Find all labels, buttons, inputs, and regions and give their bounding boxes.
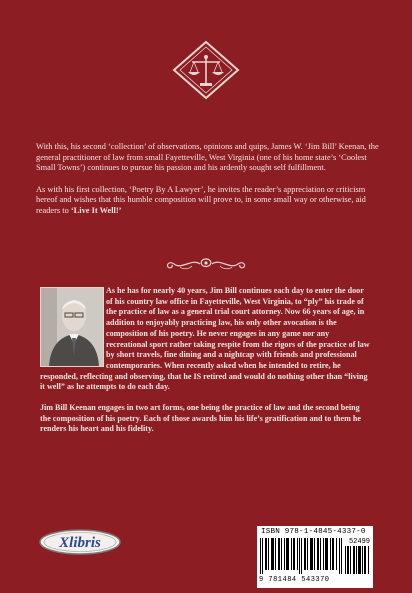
logo-text: Xlibris bbox=[59, 535, 101, 551]
barcode-bars bbox=[260, 538, 342, 574]
ean-number: 9 781484 543370 bbox=[259, 576, 330, 584]
xlibris-logo bbox=[38, 528, 122, 556]
intro-paragraph-1: With this, his second ‘collection’ of observations, opinions and quips, James W. ‘Jim Bill’ Keenan, the general practitioner of law from small Fayetteville, West Virginia (one of his home state’s ‘Coolest Small Towns’) continues to pursue his passion and his ardently sought self fulfillment. bbox=[36, 142, 379, 173]
scales-of-justice-diamond-icon bbox=[172, 40, 240, 100]
isbn-number: ISBN 978-1-4845-4337-0 bbox=[261, 528, 366, 536]
isbn-barcode bbox=[257, 526, 373, 588]
price-barcode-bars bbox=[345, 546, 370, 574]
bio-paragraph-1: As he has for nearly 40 years, Jim Bill continues each day to enter the door of his country law office in Fayetteville, West Virginia, to “ply” his trade of the practice of law as a general trial court attorney. Now 66 years of age, in addition to enjoyably practicing law, his only other avocation is the composition of his poetry. He never engages in any game nor any recreational sport rather taking respite from the rigors of the practice of law by short travels, fine dining and a nightcap with friends and professional contemporaries. When recently asked when he intended to retire, he responded, reflecting and observing, that he IS retired and would do nothing other than “living it well” as he attempts to do each day. bbox=[40, 286, 370, 392]
live-it-well-phrase: ‘Live It Well!’ bbox=[70, 205, 122, 215]
author-bio bbox=[40, 286, 370, 445]
intro-paragraph-2-text: As with his first collection, ‘Poetry By A Lawyer’, he invites the reader’s appreciation or criticism hereof and wishes that this humble composition will prove to, in some small way or otherwise, aid readers to bbox=[36, 184, 366, 215]
price-code: 52499 bbox=[348, 538, 370, 546]
intro-paragraph-2 bbox=[36, 185, 380, 217]
photo-gap bbox=[40, 286, 106, 364]
intro-text bbox=[36, 142, 380, 228]
ornamental-flourish-icon bbox=[162, 256, 250, 272]
bio-paragraph-2: Jim Bill Keenan engages in two art forms, one being the practice of law and the second being the composition of his poetry. Each of those awards him his life’s gratification and to them he renders his heart and his fidelity. bbox=[40, 403, 361, 434]
